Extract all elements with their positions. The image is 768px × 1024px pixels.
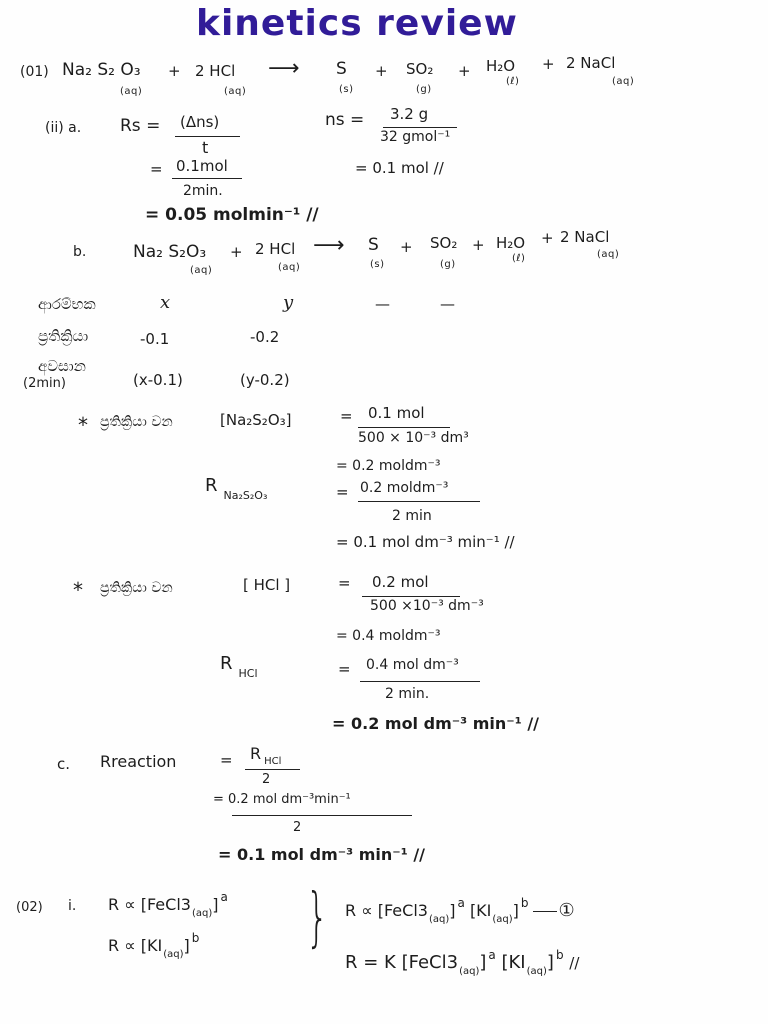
- plus-sign: +: [168, 62, 181, 80]
- order-exponent: a: [488, 948, 496, 962]
- table-cell: (x-0.1): [133, 371, 183, 389]
- state-label: (aq): [224, 86, 247, 97]
- order-exponent: a: [220, 890, 228, 904]
- product-nacl: 2 NaCl: [560, 228, 610, 246]
- equals-sign: =: [338, 660, 351, 678]
- state-label: (aq): [428, 914, 450, 925]
- part-label-a: (ii) a.: [45, 120, 82, 136]
- state-label: (aq): [120, 86, 143, 97]
- plus-sign: +: [458, 62, 471, 80]
- moles-symbol-ns: ns =: [325, 110, 365, 130]
- state-label: (ℓ): [506, 76, 520, 87]
- equation-number-tag: ①: [558, 900, 575, 921]
- concentration-result: = 0.4 moldm⁻³: [336, 628, 441, 644]
- species: [KI: [469, 901, 492, 920]
- table-cell: —: [440, 295, 455, 313]
- fraction-numerator: 3.2 g: [390, 105, 429, 123]
- equals-sign: =: [338, 574, 351, 592]
- bullet-star: *: [78, 413, 88, 437]
- state-label: (aq): [278, 262, 301, 273]
- order-exponent: b: [555, 948, 564, 962]
- rate-result: = 0.1 mol dm⁻³ min⁻¹ //: [336, 533, 515, 551]
- state-label: (aq): [459, 966, 480, 977]
- fraction-numerator: 0.2 moldm⁻³: [360, 480, 449, 496]
- product-nacl: 2 NaCl: [566, 54, 616, 72]
- part-label-b: b.: [73, 244, 87, 260]
- fraction-numerator: = 0.2 mol dm⁻³min⁻¹: [213, 792, 351, 807]
- fraction-numerator: 0.1 mol: [368, 404, 425, 422]
- fraction-bar: [358, 427, 450, 428]
- plus-sign: +: [375, 62, 388, 80]
- row-label-final: අවසාන: [38, 357, 86, 375]
- product-so2: SO₂: [406, 60, 434, 78]
- table-cell: —: [375, 295, 390, 313]
- equals-sign: =: [340, 407, 353, 425]
- rate-subscript: HCl: [238, 667, 258, 680]
- page-title: kinetics review: [196, 3, 518, 44]
- equation-tag-line: [533, 911, 557, 912]
- order-exponent: b: [520, 896, 529, 910]
- rate-law: [345, 948, 579, 978]
- fraction-numerator: 0.2 mol: [372, 573, 429, 591]
- state-label: (s): [370, 259, 385, 270]
- order-exponent: b: [191, 931, 200, 945]
- proportionality-ki: [108, 931, 199, 961]
- state-label: (ℓ): [512, 253, 526, 264]
- state-label: (s): [339, 84, 354, 95]
- state-label: (g): [416, 84, 432, 95]
- table-cell: x: [160, 292, 171, 313]
- bracket: ]: [449, 901, 456, 920]
- row-label-reacted: ප්‍රතික්‍රියා: [38, 327, 89, 345]
- table-cell: y: [283, 292, 294, 313]
- lhs: R ∝: [108, 895, 136, 914]
- fraction-denominator: 2 min: [392, 508, 432, 524]
- state-label: (aq): [492, 914, 513, 925]
- species: [KI: [501, 952, 526, 973]
- part-label-i: i.: [68, 898, 77, 914]
- rate-subscript: HCl: [264, 756, 282, 767]
- bracket: ]: [512, 901, 519, 920]
- fraction-denominator: 32 gmol⁻¹: [380, 129, 451, 145]
- state-label: (aq): [526, 966, 547, 977]
- row-label-time: (2min): [23, 376, 66, 391]
- plus-sign: +: [400, 238, 413, 256]
- combined-proportionality: [345, 896, 575, 926]
- species: [KI: [140, 936, 163, 955]
- state-label: (aq): [163, 949, 184, 960]
- question-number: (01): [20, 64, 49, 80]
- rate-letter: R: [205, 475, 218, 496]
- product-h2o: H₂O: [496, 234, 526, 252]
- rate-result: = 0.05 molmin⁻¹ //: [145, 205, 319, 225]
- product-s: S: [336, 59, 347, 79]
- lhs: R ∝: [108, 936, 136, 955]
- fraction-bar: [360, 681, 480, 682]
- species: [FeCl3: [401, 952, 459, 973]
- product-h2o: H₂O: [486, 57, 516, 75]
- fraction-bar: [245, 769, 300, 770]
- table-cell: (y-0.2): [240, 371, 290, 389]
- state-label: (g): [440, 259, 456, 270]
- equals-sign: =: [220, 751, 233, 769]
- fraction-numerator: 0.4 mol dm⁻³: [366, 657, 459, 673]
- bracket: ]: [546, 952, 554, 973]
- fraction-numerator: (Δns): [180, 113, 220, 131]
- bracket: ]: [183, 936, 190, 955]
- fraction-numerator: [250, 744, 281, 768]
- order-exponent: a: [457, 896, 465, 910]
- rate-letter: R: [250, 744, 262, 763]
- question-number: (02): [16, 900, 43, 915]
- curly-brace: }: [306, 881, 329, 955]
- plus-sign: +: [541, 229, 554, 247]
- fraction-bar: [172, 178, 242, 179]
- reactant-na2s2o3: Na₂ S₂ O₃: [62, 60, 141, 80]
- table-cell: -0.2: [250, 328, 280, 346]
- rate-result: = 0.2 mol dm⁻³ min⁻¹ //: [332, 714, 540, 733]
- species: [FeCl3: [377, 901, 428, 920]
- fraction-denominator: t: [202, 138, 209, 157]
- rate-letter: R: [220, 653, 233, 674]
- part-label-c: c.: [57, 755, 71, 773]
- lhs: R ∝: [345, 901, 373, 920]
- reaction-arrow: ⟶: [313, 233, 345, 258]
- fraction-denominator: 500 × 10⁻³ dm³: [358, 430, 469, 446]
- concentration-species: [ HCl ]: [243, 576, 291, 594]
- plus-sign: +: [542, 55, 555, 73]
- reaction-arrow: ⟶: [268, 56, 300, 81]
- rate-subscript: Na₂S₂O₃: [223, 489, 268, 502]
- plus-sign: +: [472, 236, 485, 254]
- state-label: (aq): [597, 249, 620, 260]
- state-label: (aq): [190, 265, 213, 276]
- proportionality-fecl3: [108, 890, 228, 920]
- rate-symbol: [205, 475, 267, 502]
- final-answer-mark: //: [569, 954, 580, 972]
- fraction-denominator: 2: [262, 772, 271, 787]
- bracket: ]: [479, 952, 487, 973]
- state-label: (aq): [612, 76, 635, 87]
- fraction-bar: [358, 501, 480, 502]
- rate-symbol: [220, 653, 258, 680]
- species: [FeCl3: [140, 895, 191, 914]
- reactant-hcl: 2 HCl: [195, 62, 236, 80]
- fraction-denominator: 2 min.: [385, 686, 430, 702]
- concentration-species: [Na₂S₂O₃]: [220, 411, 292, 429]
- fraction-bar: [175, 136, 240, 137]
- reactant-na2s2o3: Na₂ S₂O₃: [133, 242, 207, 262]
- lhs: R = K: [345, 952, 396, 973]
- row-label-initial: ආරම්භක: [38, 295, 96, 313]
- product-so2: SO₂: [430, 234, 458, 252]
- table-cell: -0.1: [140, 330, 170, 348]
- reacted-label: ප්‍රතික්‍රියා වන: [100, 414, 173, 430]
- reacted-label: ප්‍රතික්‍රියා වන: [100, 580, 173, 596]
- reactant-hcl: 2 HCl: [255, 240, 296, 258]
- fraction-denominator: 500 ×10⁻³ dm⁻³: [370, 598, 484, 614]
- fraction-bar: [232, 815, 412, 816]
- reaction-rate-result: = 0.1 mol dm⁻³ min⁻¹ //: [218, 845, 426, 864]
- product-s: S: [368, 235, 379, 255]
- plus-sign: +: [230, 243, 243, 261]
- bracket: ]: [212, 895, 219, 914]
- fraction-numerator: 0.1mol: [176, 157, 228, 175]
- fraction-bar: [362, 596, 460, 597]
- reaction-rate-symbol: Rreaction: [100, 752, 177, 771]
- equals-sign: =: [150, 160, 163, 178]
- fraction-denominator: 2: [293, 820, 302, 835]
- equals-sign: =: [336, 483, 349, 501]
- concentration-result: = 0.2 moldm⁻³: [336, 458, 441, 474]
- fraction-denominator: 2min.: [183, 183, 223, 199]
- fraction-bar: [383, 127, 457, 128]
- moles-result: = 0.1 mol //: [355, 159, 444, 177]
- rate-symbol-rs: Rs =: [120, 116, 161, 136]
- state-label: (aq): [191, 908, 213, 919]
- bullet-star: *: [73, 578, 83, 602]
